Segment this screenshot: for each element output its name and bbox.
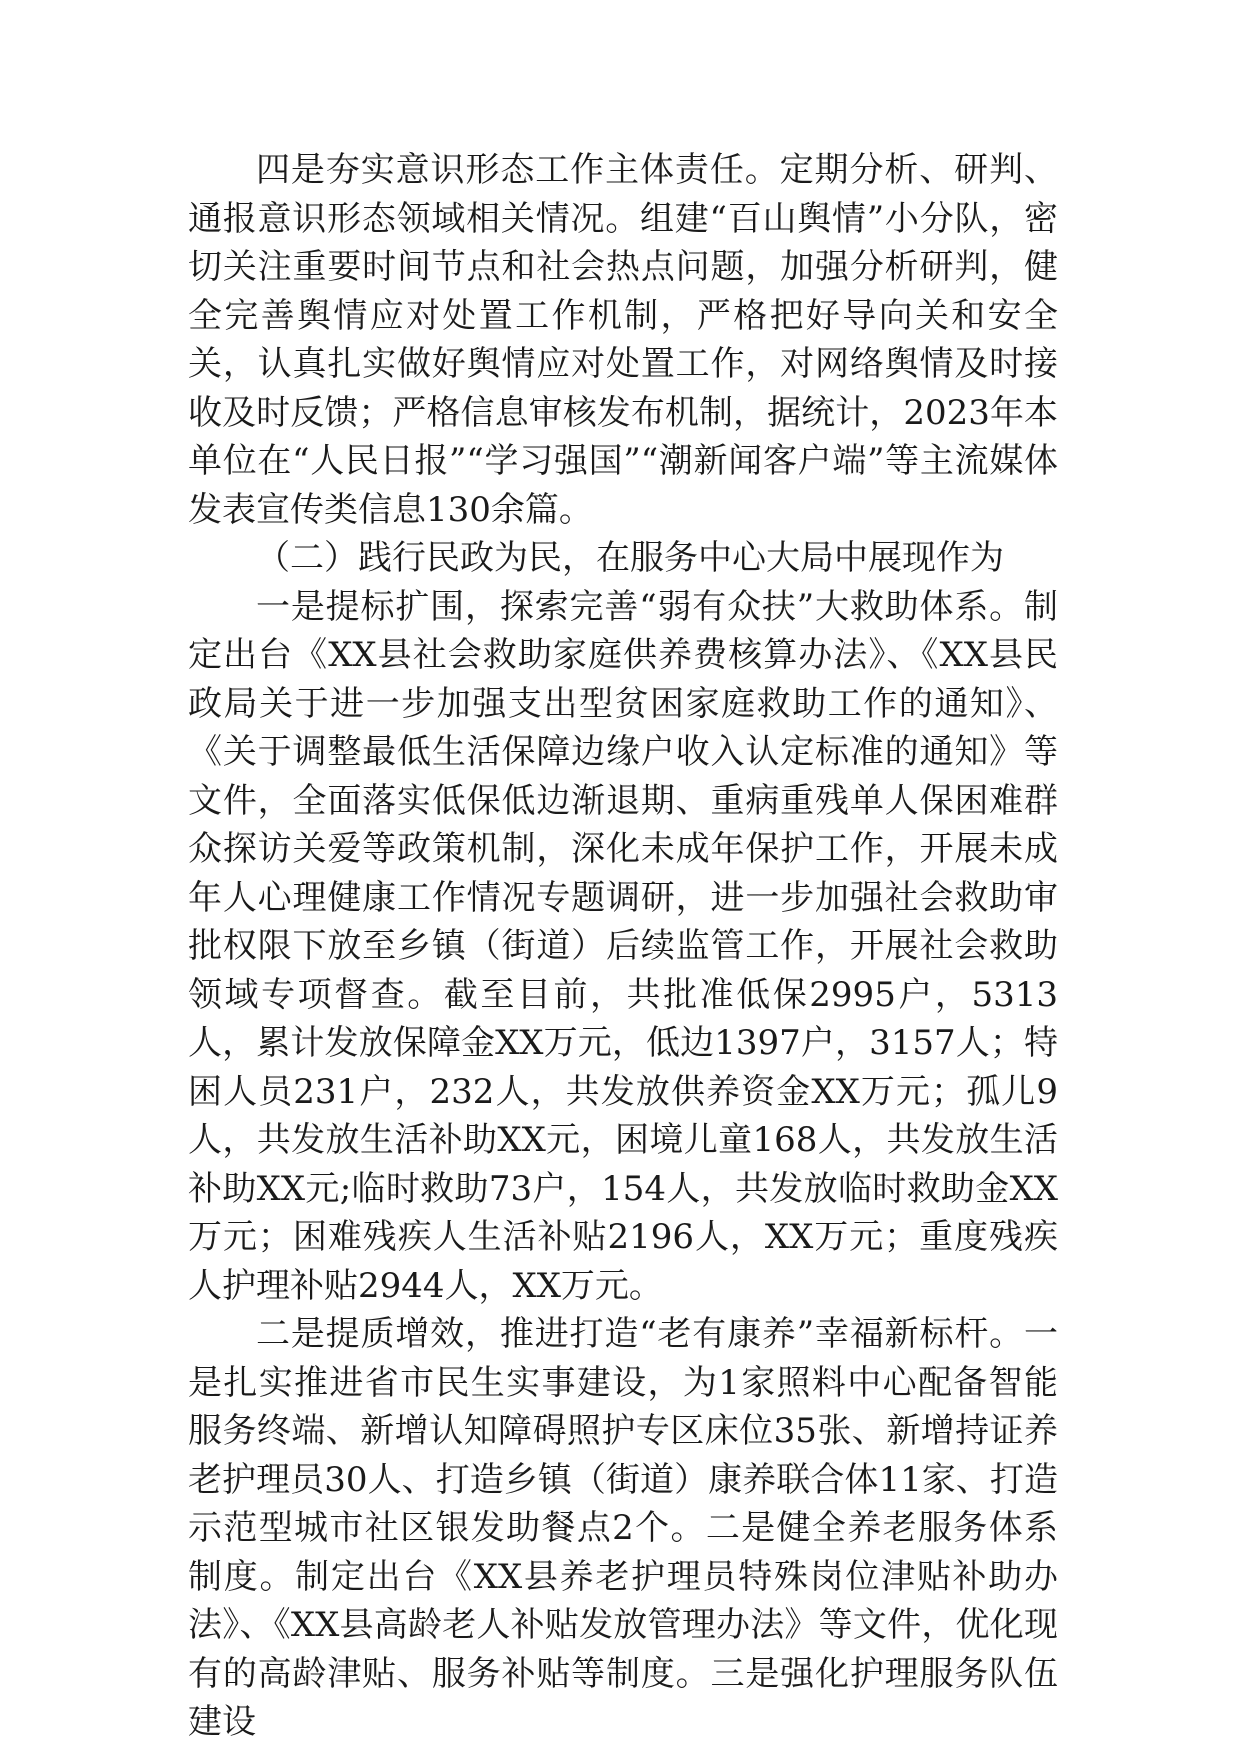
document-body xyxy=(188,146,1058,1747)
section-heading-civil-affairs: （二）践行民政为民，在服务中心大局中展现作为 xyxy=(256,538,1004,578)
paragraph-social-assistance: 一是提标扩围，探索完善“弱有众扶”大救助体系。制定出台《XX县社会救助家庭供养费核算办法》、《XX县民政局关于进一步加强支出型贫困家庭救助工作的通知》、《关于调整最低生活保障边缘户收入认定标准的通知》等文件，全面落实低保低边渐退期、重病重残单人保困难群众探访关爱等政策机制，深化未成年保护工作，开展未成年人心理健康工作情况专题调研，进一步加强社会救助审批权限下放至乡镇（街道）后续监管工作，开展社会救助领域专项督查。截至目前，共批准低保2995户，5313人，累计发放保障金XX万元，低边1397户，3157人；特困人员231户，232人，共发放供养资金XX万元；孤儿9人，共发放生活补助XX元，困境儿童168人，共发放生活补助XX元;临时救助73户，154人，共发放临时救助金XX万元；困难残疾人生活补贴2196人，XX万元；重度残疾人护理补贴2944人，XX万元。 xyxy=(188,586,1058,1306)
paragraph-ideology-responsibility: 四是夯实意识形态工作主体责任。定期分析、研判、通报意识形态领域相关情况。组建“百山舆情”小分队，密切关注重要时间节点和社会热点问题，加强分析研判，健全完善舆情应对处置工作机制，严格把好导向关和安全关，认真扎实做好舆情应对处置工作，对网络舆情及时接收及时反馈；严格信息审核发布机制，据统计，2023年本单位在“人民日报”“学习强国”“潮新闻客户端”等主流媒体发表宣传类信息130余篇。 xyxy=(188,150,1058,530)
paragraph-elderly-care: 二是提质增效，推进打造“老有康养”幸福新标杆。一是扎实推进省市民生实事建设，为1家照料中心配备智能服务终端、新增认知障碍照护专区床位35张、新增持证养老护理员30人、打造乡镇（街道）康养联合体11家、打造示范型城市社区银发助餐点2个。二是健全养老服务体系制度。制定出台《XX县养老护理员特殊岗位津贴补助办法》、《XX县高龄老人补贴发放管理办法》等文件，优化现有的高龄津贴、服务补贴等制度。三是强化护理服务队伍建设 xyxy=(188,1314,1058,1742)
